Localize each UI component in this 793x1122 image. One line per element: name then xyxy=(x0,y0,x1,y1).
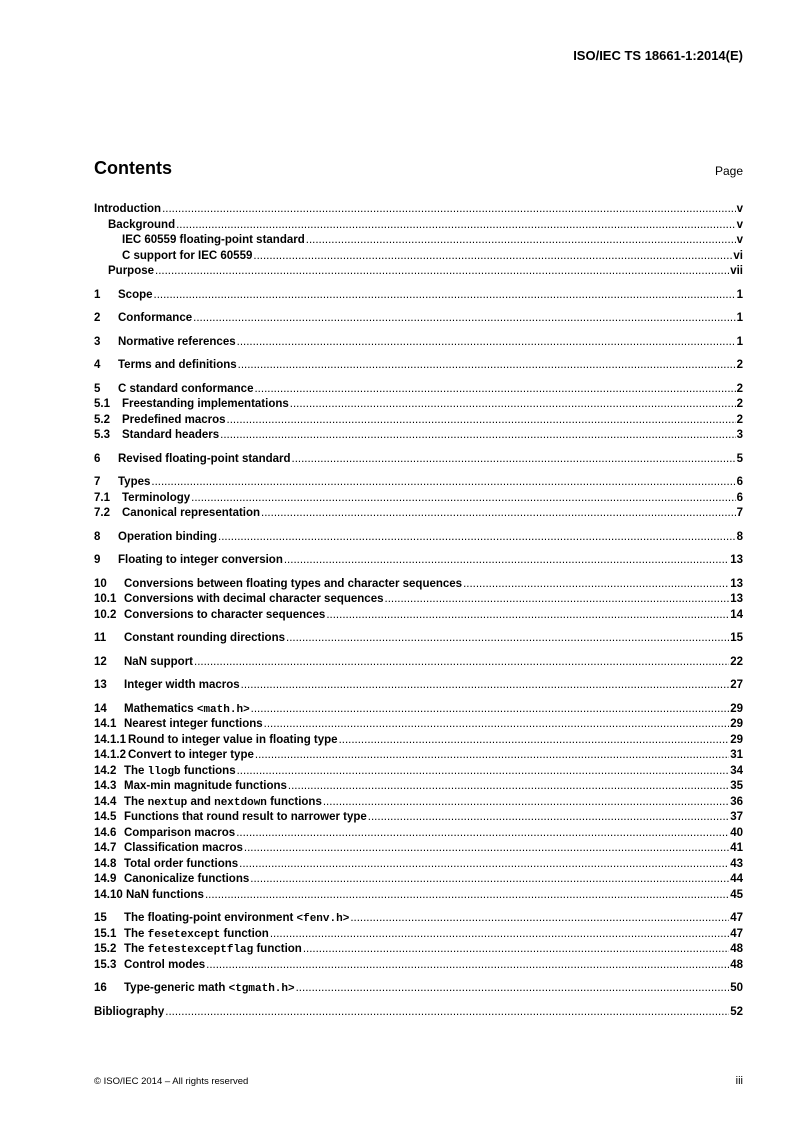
toc-entry-title xyxy=(124,592,384,608)
toc-title-text: Conversions between floating types and character sequences xyxy=(124,577,463,590)
toc-title-text: Control modes xyxy=(124,958,206,971)
toc-group xyxy=(94,702,743,904)
toc-title-text: Predefined macros xyxy=(122,413,226,426)
toc-entry-title xyxy=(124,655,193,671)
toc-entry[interactable] xyxy=(94,358,743,374)
toc-group xyxy=(94,655,743,671)
toc-entry[interactable] xyxy=(94,826,743,842)
toc-entry-title xyxy=(118,452,291,468)
dot-leader xyxy=(306,233,736,249)
toc-title-text: and xyxy=(187,795,215,808)
toc-entry-title xyxy=(124,779,287,795)
toc-entry-number: 1 xyxy=(94,288,101,301)
toc-entry-number: 14.1.1 xyxy=(94,733,126,746)
toc-title-text: Mathematics xyxy=(124,702,197,715)
toc-title-text: Background xyxy=(108,218,176,231)
toc-entry-title xyxy=(118,358,237,374)
toc-title-text: function xyxy=(220,927,269,940)
toc-title-text: Total order functions xyxy=(124,857,239,870)
toc-entry-title xyxy=(124,872,249,888)
toc-group xyxy=(94,382,743,444)
toc-entry-title xyxy=(108,264,154,280)
toc-page-number: 27 xyxy=(730,679,743,691)
toc-title-text: Freestanding implementations xyxy=(122,398,289,410)
toc-entry-number: 14.1 xyxy=(94,718,117,730)
toc-page-number: 6 xyxy=(736,491,743,504)
toc-entry-number: 5 xyxy=(94,382,101,395)
toc-page-number: 13 xyxy=(730,593,743,605)
toc-page-number: 3 xyxy=(736,429,743,441)
toc-page-number: v xyxy=(736,234,743,246)
toc-entry[interactable] xyxy=(94,202,743,218)
toc-page-number: 8 xyxy=(736,530,743,543)
toc-title-text: function xyxy=(253,943,302,955)
toc-entry[interactable] xyxy=(94,397,743,413)
toc-entry[interactable] xyxy=(94,888,743,904)
toc-entry-number: 12 xyxy=(94,655,107,668)
toc-title-text: Bibliography xyxy=(94,1005,165,1018)
toc-page-number: 2 xyxy=(736,359,743,371)
toc-entry-number: 15.2 xyxy=(94,943,117,955)
toc-page-number: 1 xyxy=(736,335,743,348)
toc-entry-title xyxy=(122,397,289,413)
toc-group xyxy=(94,530,743,546)
toc-entry[interactable] xyxy=(94,911,743,927)
dot-leader xyxy=(205,888,729,904)
toc-group xyxy=(94,475,743,522)
toc-entry[interactable] xyxy=(94,592,743,608)
toc-entry[interactable] xyxy=(94,335,743,351)
toc-page-number: 2 xyxy=(736,413,743,426)
dot-leader xyxy=(162,202,736,218)
toc-entry-title xyxy=(124,764,236,781)
toc-entry-title xyxy=(124,678,240,694)
dot-leader xyxy=(241,678,730,694)
toc-page-number: vi xyxy=(733,249,743,262)
toc-entry-number: 10 xyxy=(94,577,107,590)
toc-entry-number: 6 xyxy=(94,452,101,465)
toc-entry-title xyxy=(118,553,283,569)
toc-group xyxy=(94,981,743,997)
toc-entry[interactable] xyxy=(94,841,743,857)
toc-title-text: Normative references xyxy=(118,335,236,348)
toc-group xyxy=(94,358,743,374)
dot-leader xyxy=(350,911,729,927)
toc-page-number: vii xyxy=(730,265,743,277)
toc-code-term: fetestexceptflag xyxy=(147,944,254,956)
toc-title-text: Scope xyxy=(118,288,153,301)
toc-page-number: 13 xyxy=(730,554,743,566)
toc-page-number: 31 xyxy=(730,749,743,761)
toc-entry[interactable] xyxy=(94,981,743,997)
toc-code-term: nextup xyxy=(147,796,188,809)
dot-leader xyxy=(193,311,735,327)
toc-title-text: NaN support xyxy=(124,655,193,668)
dot-leader xyxy=(238,358,736,374)
toc-code-term: llogb xyxy=(147,765,181,778)
toc-title-text: Canonical representation xyxy=(122,507,261,519)
toc-entry[interactable] xyxy=(94,506,743,522)
toc-entry[interactable] xyxy=(94,530,743,546)
toc-title-text: The xyxy=(124,764,148,777)
toc-entry-number: 14.5 xyxy=(94,811,117,823)
toc-entry[interactable] xyxy=(94,218,743,234)
toc-title-text: The xyxy=(124,795,148,808)
toc-entry-title xyxy=(118,311,192,327)
toc-page-number: 14 xyxy=(730,608,743,621)
dot-leader xyxy=(288,779,729,795)
toc-group xyxy=(94,911,743,973)
toc-entry-title xyxy=(124,795,322,812)
toc-entry-title xyxy=(124,857,238,873)
toc-title-text: Conformance xyxy=(118,312,193,324)
toc-group xyxy=(94,288,743,304)
dot-leader xyxy=(326,608,729,624)
toc-title-text: Purpose xyxy=(108,265,155,277)
toc-entry[interactable] xyxy=(94,942,743,958)
dot-leader xyxy=(323,795,729,811)
toc-entry[interactable] xyxy=(94,678,743,694)
toc-entry-number: 14.7 xyxy=(94,842,117,854)
toc-page-number: 52 xyxy=(730,1005,743,1018)
page-column-label: Page xyxy=(714,164,743,178)
toc-code-term: <math.h> xyxy=(196,703,250,716)
toc-entry[interactable] xyxy=(94,927,743,943)
dot-leader xyxy=(237,335,736,351)
toc-page-number: 37 xyxy=(730,811,743,823)
toc-entry-number: 16 xyxy=(94,982,107,994)
toc-entry-title xyxy=(122,491,190,507)
toc-page-number: 29 xyxy=(730,702,743,715)
toc-title-text: Constant rounding directions xyxy=(124,632,285,644)
toc-group xyxy=(94,452,743,468)
dot-leader xyxy=(290,397,736,413)
toc-title-text: Operation binding xyxy=(118,530,218,543)
toc-title-text: Conversions to character sequences xyxy=(124,608,326,621)
toc-entry-number: 14 xyxy=(94,702,107,715)
toc-code-term: nextdown xyxy=(214,796,267,809)
toc-title-text: functions xyxy=(266,795,322,808)
toc-entry[interactable] xyxy=(94,264,743,280)
toc-entry-number: 14.10 xyxy=(94,888,123,901)
dot-leader xyxy=(220,428,735,444)
toc-entry-number: 8 xyxy=(94,530,101,543)
dot-leader xyxy=(264,717,730,733)
dot-leader xyxy=(303,942,729,958)
toc-page-number: 29 xyxy=(730,718,743,730)
toc-title-text: Nearest integer functions xyxy=(124,718,263,730)
toc-title-text: Convert to integer type xyxy=(128,749,254,761)
toc-entry-title xyxy=(118,475,150,491)
toc-entry-title xyxy=(128,733,338,749)
toc-entry[interactable] xyxy=(94,795,743,811)
toc-page-number: 34 xyxy=(730,764,743,777)
toc-entry-title xyxy=(118,382,253,398)
toc-page-number: 2 xyxy=(736,382,743,395)
toc-entry-title xyxy=(124,911,349,928)
toc-entry-number: 5.2 xyxy=(94,413,110,426)
dot-leader xyxy=(237,764,730,780)
toc-entry[interactable] xyxy=(94,311,743,327)
toc-title-text: Terminology xyxy=(122,491,191,504)
toc-title-text: Classification macros xyxy=(124,842,243,854)
toc-title-text: The floating-point environment xyxy=(124,912,297,924)
toc-entry[interactable] xyxy=(94,382,743,398)
toc-entry-number: 14.9 xyxy=(94,873,117,885)
toc-entry-number: 7.2 xyxy=(94,507,110,519)
toc-page-number: 48 xyxy=(730,958,743,971)
toc-entry-number: 7 xyxy=(94,476,101,488)
toc-entry[interactable] xyxy=(94,577,743,593)
toc-entry-title xyxy=(124,631,285,647)
toc-entry-title xyxy=(122,428,219,444)
toc-entry-title xyxy=(124,942,302,959)
toc-page-number: 41 xyxy=(730,842,743,854)
toc-entry[interactable] xyxy=(94,249,743,265)
dot-leader xyxy=(253,249,732,265)
toc-title-text: The xyxy=(124,927,148,940)
toc-title-text: Canonicalize functions xyxy=(124,873,250,885)
toc-entry-number: 14.2 xyxy=(94,764,117,777)
dot-leader xyxy=(194,655,729,671)
toc-entry-title xyxy=(124,981,295,998)
toc-entry[interactable] xyxy=(94,288,743,304)
toc-entry-title xyxy=(124,577,462,593)
dot-leader xyxy=(244,841,729,857)
toc-title-text: Floating to integer conversion xyxy=(118,554,283,566)
dot-leader xyxy=(250,872,729,888)
toc-entry-number: 14.3 xyxy=(94,780,117,792)
toc-page-number: 7 xyxy=(736,507,743,519)
copyright-notice: © ISO/IEC 2014 – All rights reserved xyxy=(94,1076,249,1087)
toc-group xyxy=(94,577,743,624)
toc-page-number: 2 xyxy=(736,398,743,410)
dot-leader xyxy=(284,553,729,569)
dot-leader xyxy=(270,927,729,943)
toc-entry[interactable] xyxy=(94,655,743,671)
toc-group xyxy=(94,335,743,351)
toc-title-text: IEC 60559 floating-point standard xyxy=(122,234,305,246)
toc-entry[interactable] xyxy=(94,491,743,507)
toc-entry[interactable] xyxy=(94,779,743,795)
toc-group xyxy=(94,553,743,569)
toc-title-text: Type-generic math xyxy=(124,982,229,994)
dot-leader xyxy=(254,382,735,398)
dot-leader xyxy=(463,577,729,593)
toc-entry-number: 14.4 xyxy=(94,795,117,808)
toc-title-text: Conversions with decimal character sequences xyxy=(124,593,384,605)
toc-page-number: 1 xyxy=(736,312,743,324)
toc-entry-number: 2 xyxy=(94,312,101,324)
toc-page-number: 35 xyxy=(730,780,743,792)
toc-entry[interactable] xyxy=(94,810,743,826)
toc-entry-title xyxy=(124,608,325,624)
toc-entry-number: 11 xyxy=(94,632,107,644)
dot-leader xyxy=(239,857,729,873)
toc-page-number: 36 xyxy=(730,795,743,808)
toc-group xyxy=(94,631,743,647)
toc-entry[interactable] xyxy=(94,748,743,764)
toc-title-text: Comparison macros xyxy=(124,826,236,839)
toc-code-term: <fenv.h> xyxy=(296,913,350,925)
toc-entry-title xyxy=(94,1005,164,1021)
toc-entry[interactable] xyxy=(94,702,743,718)
toc-entry-number: 15.3 xyxy=(94,958,117,971)
dot-leader xyxy=(227,413,736,429)
toc-page-number: 43 xyxy=(730,857,743,870)
toc-title-text: Revised floating-point standard xyxy=(118,452,291,465)
dot-leader xyxy=(261,506,736,522)
toc-entry-title xyxy=(128,748,254,764)
toc-entry-title xyxy=(94,202,161,218)
toc-entry[interactable] xyxy=(94,631,743,647)
toc-entry-title xyxy=(118,530,217,546)
toc-page-number: 29 xyxy=(730,733,743,746)
dot-leader xyxy=(191,491,735,507)
toc-entry-number: 3 xyxy=(94,335,101,348)
dot-leader xyxy=(236,826,729,842)
dot-leader xyxy=(206,958,729,974)
toc-entry[interactable] xyxy=(94,958,743,974)
toc-entry[interactable] xyxy=(94,1005,743,1021)
toc-entry-number: 14.1.2 xyxy=(94,749,126,761)
toc-title-text: Max-min magnitude functions xyxy=(124,780,287,792)
toc-page-number: 22 xyxy=(730,655,743,668)
page-number: iii xyxy=(735,1075,743,1087)
dot-leader xyxy=(292,452,736,468)
toc-title-text: The xyxy=(124,943,148,955)
toc-title-text: Functions that round result to narrower type xyxy=(124,811,367,823)
dot-leader xyxy=(154,288,736,304)
toc-entry[interactable] xyxy=(94,733,743,749)
toc-title-text: NaN functions xyxy=(126,888,204,901)
toc-entry-title xyxy=(126,888,204,904)
toc-entry-title xyxy=(124,958,205,974)
toc-entry-title xyxy=(108,218,175,234)
dot-leader xyxy=(385,592,730,608)
dot-leader xyxy=(176,218,736,234)
dot-leader xyxy=(339,733,730,749)
toc-entry-title xyxy=(124,702,250,719)
toc-page-number: v xyxy=(736,203,743,215)
toc-page-number: 45 xyxy=(730,888,743,901)
dot-leader xyxy=(218,530,736,546)
toc-page-number: 1 xyxy=(736,288,743,301)
toc-entry[interactable] xyxy=(94,717,743,733)
dot-leader xyxy=(155,264,729,280)
dot-leader xyxy=(251,702,730,718)
toc-title-text: Round to integer value in floating type xyxy=(128,733,338,746)
toc-title-text: functions xyxy=(180,764,236,777)
toc-page-number: 15 xyxy=(730,632,743,644)
toc-entry-number: 13 xyxy=(94,679,107,691)
toc-entry-number: 7.1 xyxy=(94,491,110,504)
toc-entry-number: 15.1 xyxy=(94,927,117,940)
toc-entry[interactable] xyxy=(94,233,743,249)
toc-page-number: 40 xyxy=(730,826,743,839)
contents-heading: Contents xyxy=(94,158,172,178)
toc-code-term: fesetexcept xyxy=(147,928,221,941)
toc-title-text: Standard headers xyxy=(122,429,220,441)
dot-leader xyxy=(165,1005,729,1021)
dot-leader xyxy=(368,810,729,826)
toc-title-text: Types xyxy=(118,476,151,488)
toc-group xyxy=(94,311,743,327)
toc-title-text: C standard conformance xyxy=(118,382,254,395)
toc-entry-title xyxy=(122,506,260,522)
table-of-contents xyxy=(94,202,743,1028)
toc-entry[interactable] xyxy=(94,608,743,624)
toc-entry-title xyxy=(122,233,305,249)
dot-leader xyxy=(286,631,729,647)
toc-entry-title xyxy=(122,249,252,265)
toc-group xyxy=(94,202,743,280)
toc-page-number: 13 xyxy=(730,577,743,590)
toc-entry-title xyxy=(124,810,367,826)
toc-entry-number: 5.1 xyxy=(94,398,110,410)
toc-entry-title xyxy=(118,288,153,304)
toc-entry[interactable] xyxy=(94,413,743,429)
toc-entry[interactable] xyxy=(94,872,743,888)
toc-entry-number: 10.1 xyxy=(94,593,117,605)
toc-entry[interactable] xyxy=(94,428,743,444)
toc-entry-title xyxy=(118,335,236,351)
toc-page-number: 47 xyxy=(730,912,743,924)
toc-title-text: C support for IEC 60559 xyxy=(122,249,253,262)
toc-page-number: 48 xyxy=(730,943,743,955)
toc-title-text: Integer width macros xyxy=(124,679,240,691)
toc-title-text: Terms and definitions xyxy=(118,359,237,371)
toc-page-number: v xyxy=(736,218,743,231)
toc-entry-title xyxy=(124,841,243,857)
dot-leader xyxy=(255,748,729,764)
toc-entry-number: 14.6 xyxy=(94,826,117,839)
toc-page-number: 44 xyxy=(730,873,743,885)
toc-code-term: <tgmath.h> xyxy=(228,983,295,995)
toc-entry-number: 10.2 xyxy=(94,608,117,621)
toc-page-number: 5 xyxy=(736,452,743,465)
dot-leader xyxy=(151,475,735,491)
toc-entry[interactable] xyxy=(94,475,743,491)
toc-entry-number: 9 xyxy=(94,554,101,566)
toc-entry-number: 15 xyxy=(94,912,107,924)
toc-page-number: 6 xyxy=(736,476,743,488)
toc-entry-number: 14.8 xyxy=(94,857,117,870)
toc-entry[interactable] xyxy=(94,857,743,873)
document-id: ISO/IEC TS 18661-1:2014(E) xyxy=(573,48,743,63)
toc-entry-title xyxy=(124,717,263,733)
toc-entry-title xyxy=(124,826,235,842)
toc-group xyxy=(94,678,743,694)
dot-leader xyxy=(296,981,730,997)
toc-page-number: 50 xyxy=(730,982,743,994)
toc-entry-title xyxy=(122,413,226,429)
toc-page-number: 47 xyxy=(730,927,743,940)
toc-entry[interactable] xyxy=(94,764,743,780)
toc-group xyxy=(94,1005,743,1021)
toc-entry-title xyxy=(124,927,269,944)
toc-entry[interactable] xyxy=(94,553,743,569)
toc-title-text: Introduction xyxy=(94,203,162,215)
toc-entry-number: 5.3 xyxy=(94,429,110,441)
toc-entry-number: 4 xyxy=(94,359,101,371)
toc-entry[interactable] xyxy=(94,452,743,468)
